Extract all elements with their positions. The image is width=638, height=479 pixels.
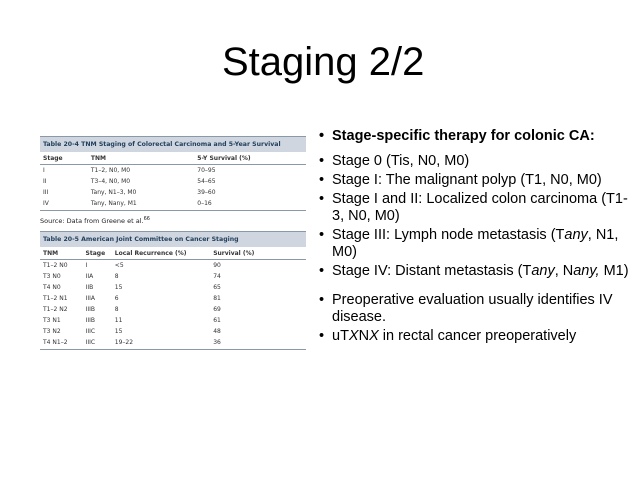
table-row [40,326,306,337]
table-cell: T1–2, N0, M0 [90,167,131,174]
table-row [40,271,306,282]
table-cell: T3 N1 [43,317,61,325]
table-cell: 48 [213,328,221,336]
table-cell: II [43,178,47,185]
table1-source [40,216,306,225]
table1-header-survival: 5-Y Survival (%) [194,152,306,165]
table-row [40,337,306,350]
table-cell: 15 [114,284,123,292]
table-cell: 8 [114,306,119,314]
bullet-stage-1-2: • Stage I and II: Localized colon carcinoma (T1-3, N0, M0) [312,191,632,225]
table-cell: 81 [213,295,221,303]
table-row [40,187,306,198]
table-cell: IIIC [83,337,112,350]
tnm-survival-table [40,152,306,211]
table-cell: T4 N1–2 [40,337,83,350]
table-cell: T1–2 N2 [43,306,68,314]
table-cell: Tany, N1–3, M0 [90,189,137,196]
table-cell: T1–2 N1 [43,295,68,303]
table-row [40,165,306,177]
table-cell: 15 [114,328,123,336]
table-cell: Tany, Nany, M1 [88,198,194,211]
table-cell: I [43,167,45,174]
table-row [40,304,306,315]
table-cell: 6 [114,295,119,303]
table-cell: 69 [213,306,221,314]
table-cell: IIIA [85,295,95,303]
table1-header-stage: Stage [40,152,88,165]
table2-header-tnm: TNM [40,247,83,260]
table-cell: 54–65 [197,178,216,185]
table-cell: T3–4, N0, M0 [90,178,131,185]
bullet-text: M1) [599,263,629,279]
table-cell: T4 N0 [43,284,61,292]
bullet-text-italic: any, [573,263,600,279]
table-cell: IV [40,198,88,211]
table-row [40,315,306,326]
table-cell: 70–95 [197,167,216,174]
table-cell: 65 [213,284,221,292]
staging-tables-image [40,136,306,350]
table2-header-recurrence: Local Recurrence (%) [112,247,210,260]
table-cell: 36 [210,337,306,350]
bullet-text: Stage III: Lymph node metastasis (T [332,227,565,243]
table-cell: I [85,262,88,270]
bullet-text: Stage IV: Distant metastasis (T [332,263,532,279]
bullet-text-italic: X [369,328,379,344]
ajcc-staging-table [40,247,306,350]
table-cell: T3 N2 [43,328,61,336]
table-row [40,260,306,272]
table-row [40,198,306,211]
table-cell: 74 [213,273,221,281]
bullet-text-italic: X [348,328,359,344]
source-ref: 66 [143,216,150,222]
bullet-preop: • Preoperative evaluation usually identifies IV disease. [312,292,632,326]
bullet-list [312,128,632,347]
bullet-text: in rectal cancer preoperatively [378,328,577,344]
bullet-text-italic: any [531,263,555,279]
slide-title: Staging 2/2 [222,40,425,84]
source-text: Source: Data from Greene et al. [40,217,144,226]
table-cell: 19–22 [112,337,210,350]
table-cell: 8 [114,273,119,281]
table-cell: IIA [85,273,94,281]
table2-header-stage: Stage [83,247,112,260]
table-cell: <5 [114,262,124,270]
bullet-text: uT [332,328,349,344]
table2-caption: Table 20-5 American Joint Committee on Cancer Staging [40,231,306,247]
table-cell: IIIB [85,306,95,314]
bullet-text: , N [554,263,574,279]
bullet-heading: • Stage-specific therapy for colonic CA: [312,128,632,145]
table-row [40,282,306,293]
bullet-stage-4 [312,263,632,280]
bullet-stage-1: • Stage I: The malignant polyp (T1, N0, M0) [312,172,632,189]
bullet-text: , N1, M0) [332,227,619,260]
table-cell: 61 [213,317,221,325]
table-cell: III [43,189,49,196]
table-cell: 90 [213,262,221,270]
table-row [40,293,306,304]
table-cell: IIB [85,284,94,292]
table-cell: 11 [114,317,123,325]
table-cell: 39–60 [197,189,216,196]
bullet-utn [312,328,632,345]
table1-caption: Table 20-4 TNM Staging of Colorectal Carcinoma and 5-Year Survival [40,136,306,152]
table-row [40,176,306,187]
table-cell: IIIB [85,317,95,325]
table-cell: IIIC [85,328,96,336]
bullet-text: N [358,328,370,344]
bullet-stage-3 [312,227,632,261]
table-cell: T3 N0 [43,273,61,281]
table-cell: 0–16 [194,198,306,211]
table-cell: T1–2 N0 [43,262,68,270]
table1-header-tnm: TNM [88,152,194,165]
table2-header-survival: Survival (%) [210,247,306,260]
bullet-stage-0: • Stage 0 (Tis, N0, M0) [312,153,632,170]
bullet-text-italic: any [564,227,588,243]
